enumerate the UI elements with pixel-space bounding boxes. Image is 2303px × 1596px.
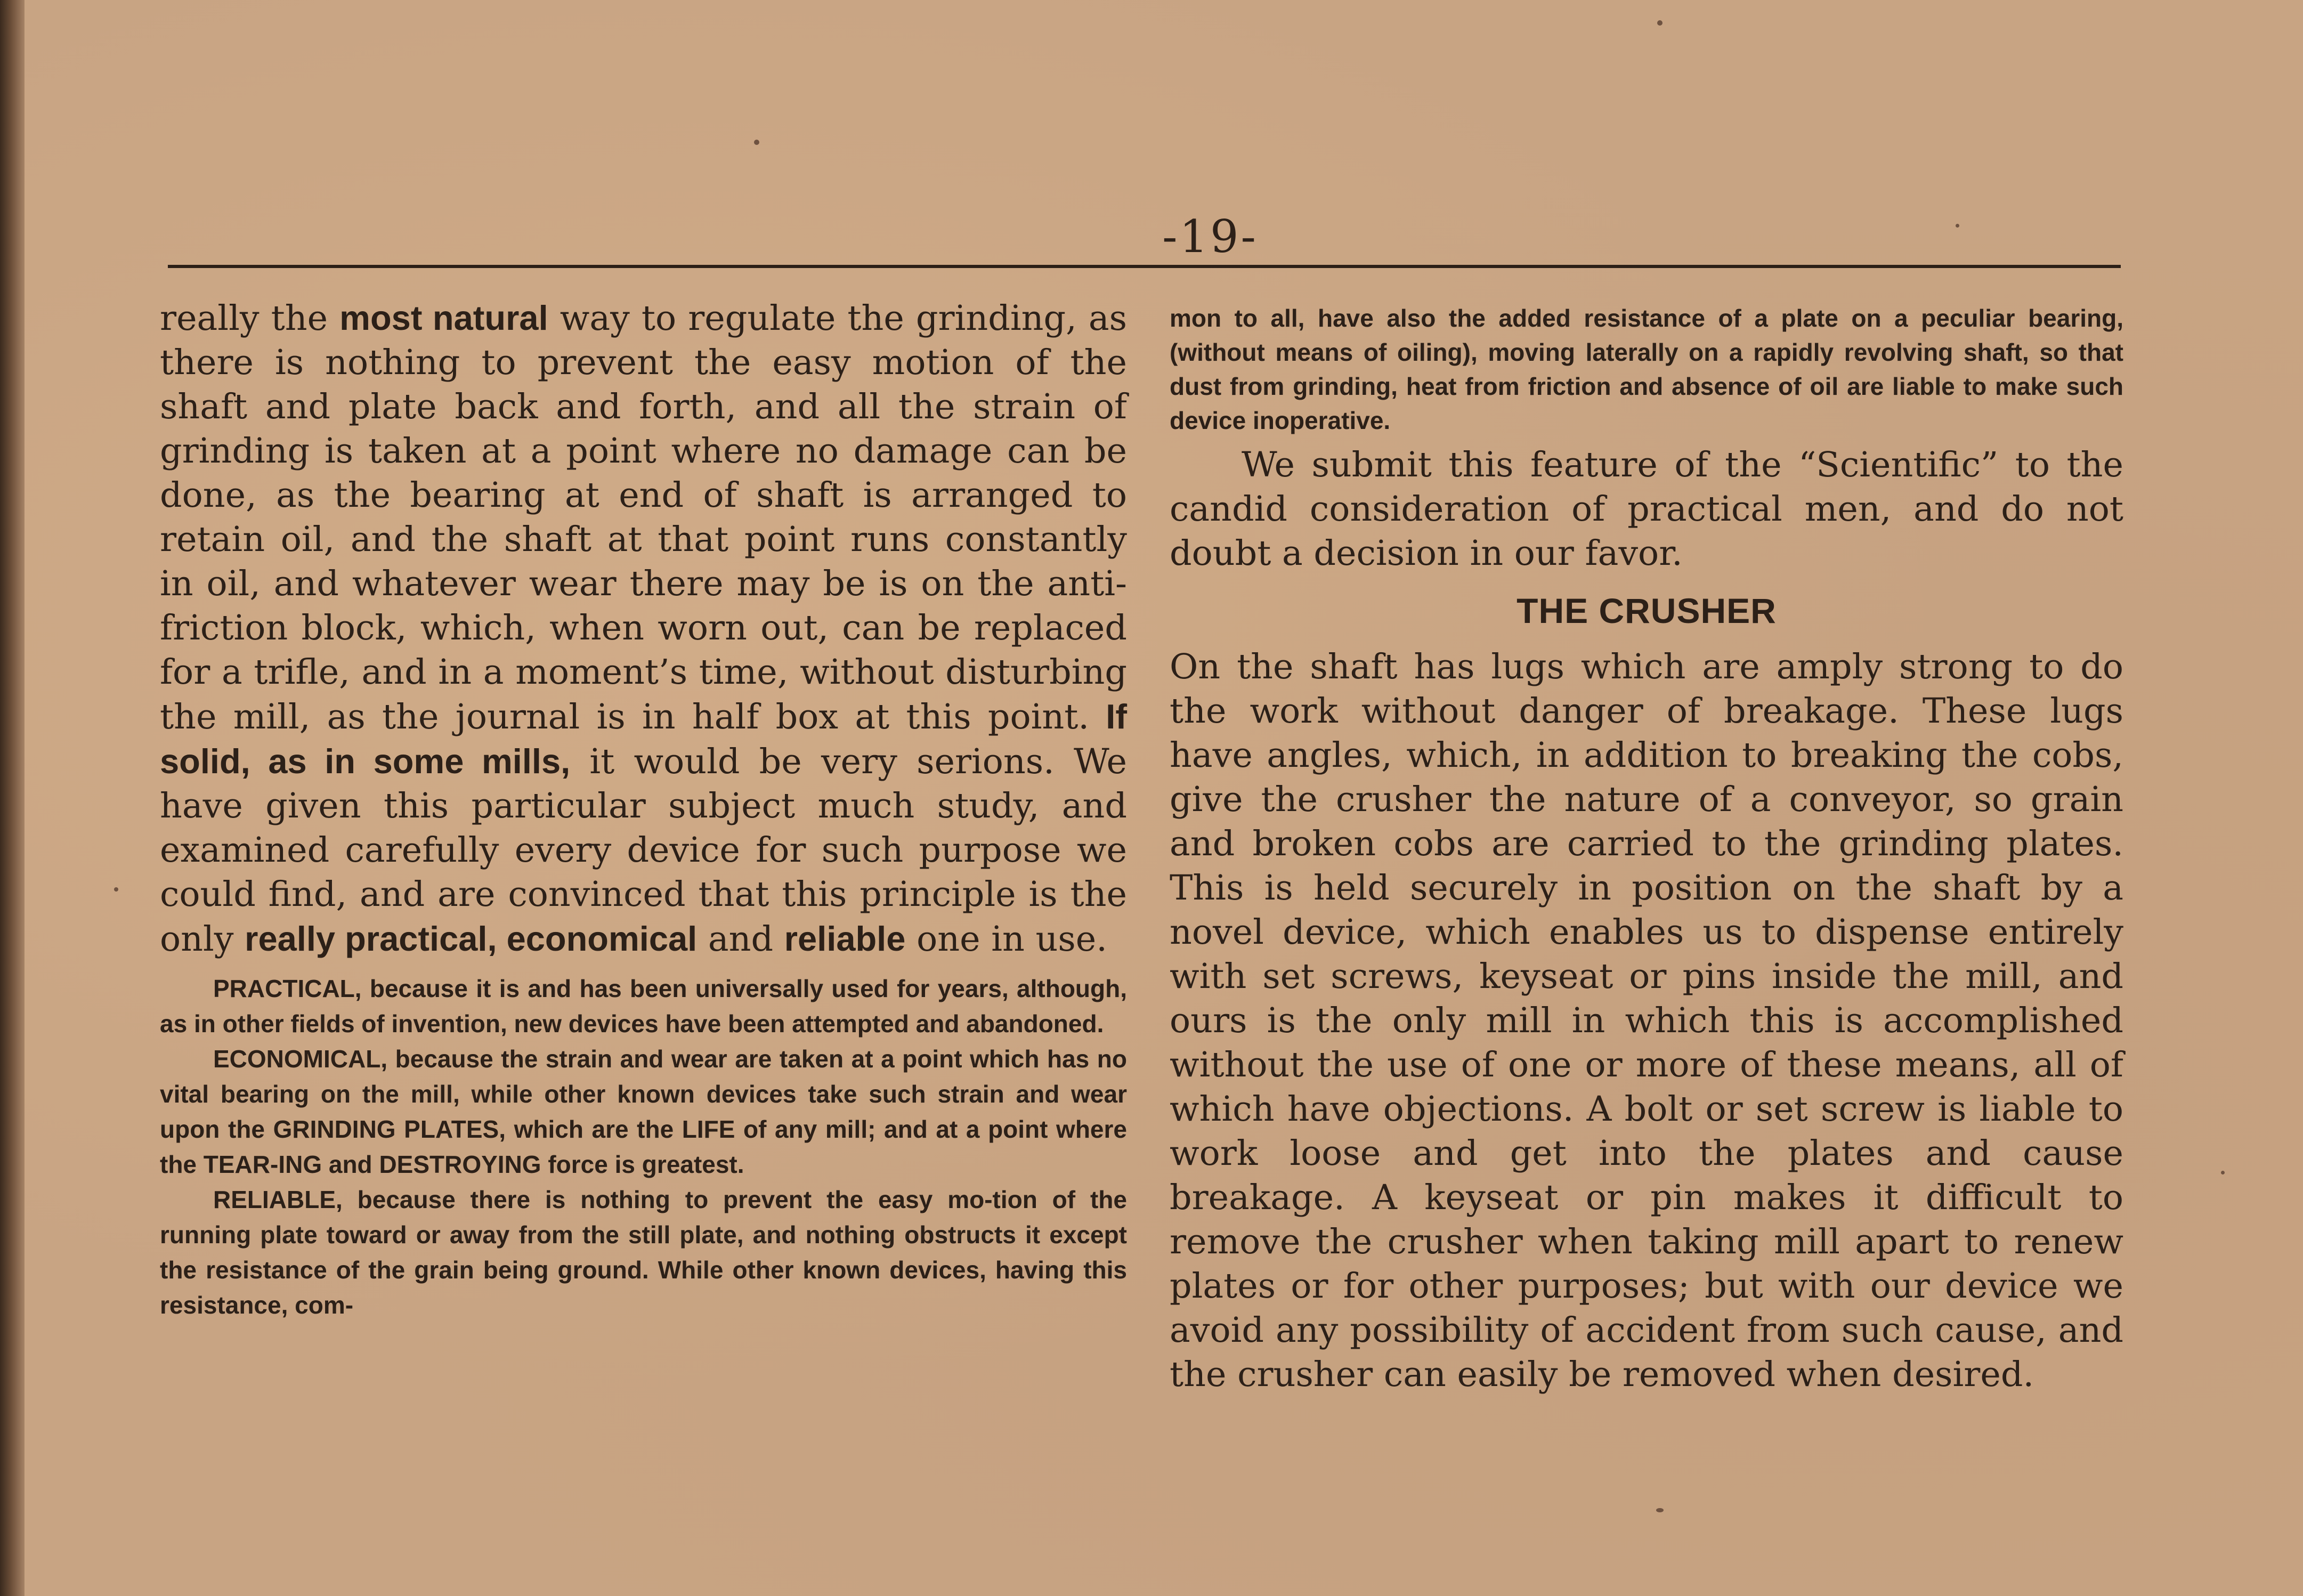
note-practical: PRACTICAL, because it is and has been universally used for years, although, as in other fields of invention, new devices have been attempted and abandoned.	[160, 975, 1127, 1038]
bold-run: most natural	[339, 298, 548, 337]
bold-run: reliable	[784, 919, 906, 958]
text-run: one in use.	[905, 919, 1107, 959]
text-run: it would be very serions. We have given this particular subject much study, and examined carefully every device for such purpose we could find, and are convinced that this principle is the only	[160, 742, 1127, 959]
paper-speck	[1956, 224, 1959, 228]
bold-run: really practical, economical	[245, 919, 698, 958]
paper-speck	[754, 140, 759, 145]
left-paragraph	[160, 296, 1127, 961]
right-column	[1170, 301, 2123, 1397]
paper-speck	[2221, 1171, 2225, 1174]
right-paragraph-1: We submit this feature of the “Scientific” to the candid consideration of practical men, and do not doubt a decision in our favor.	[1170, 445, 2123, 573]
note-economical: ECONOMICAL, because the strain and wear are taken at a point which has no vital bearing on the mill, while other known devices take such strain and wear upon the GRINDING PLATES, which are the LIFE of any mill; and at a point where the TEAR-ING and DESTROYING force is greatest.	[160, 1045, 1127, 1178]
header-rule	[168, 265, 2121, 268]
text-run: really the	[160, 298, 340, 338]
left-column	[160, 296, 1127, 1323]
section-heading: THE CRUSHER	[1517, 591, 1777, 630]
paper-speck	[1656, 1508, 1664, 1512]
text-run: and	[697, 919, 784, 959]
right-paragraph-2: On the shaft has lugs which are amply strong to do the work without danger of breakage. These lugs have angles, which, in addition to breaking the cobs, give the crusher the nature of a conveyor, so grain and broken cobs are carried to the grinding plates. This is held securely in position on the shaft by a novel device, which enables us to dispense entirely with set screws, keyseat or pins inside the mill, and ours is the only mill in which this is accomplished without the use of one or more of these means, all of which have objections. A bolt or set screw is liable to work loose and get into the plates and cause breakage. A keyseat or pin makes it difficult to remove the crusher when taking mill apart to renew plates or for other purposes; but with our device we avoid any possibility of accident from such cause, and the crusher can easily be removed when desired.	[1170, 647, 2123, 1395]
notes-block	[160, 971, 1127, 1323]
note-reliable: RELIABLE, because there is nothing to prevent the easy mo-tion of the running plate toward or away from the still plate, and nothing obstructs it except the resistance of the grain being ground. While other known devices, having this resistance, com-	[160, 1186, 1127, 1319]
bold-run: If solid, as in some mills,	[160, 697, 1127, 781]
continued-note: mon to all, have also the added resistance of a plate on a peculiar bearing, (without means of oiling), moving laterally on a rapidly revolving shaft, so that dust from grinding, heat from friction and absence of oil are liable to make such device inoperative.	[1170, 304, 2123, 434]
continued-note-block	[1170, 301, 2123, 438]
page-number: -19-	[1162, 210, 1258, 263]
paper-speck	[1657, 20, 1663, 26]
paper-speck	[114, 887, 118, 892]
text-run: way to regulate the grinding, as there is nothing to prevent the easy motion of the shaft and plate back and forth, and all the strain of grinding is taken at a point where no damage can be done, as the bearing at end of shaft is arranged to retain oil, and the shaft at that point runs constantly in oil, and whatever wear there may be is on the anti-friction block, which, when worn out, can be replaced for a trifle, and in a moment’s time, without disturbing the mill, as the journal is in half box at this point.	[160, 298, 1127, 737]
